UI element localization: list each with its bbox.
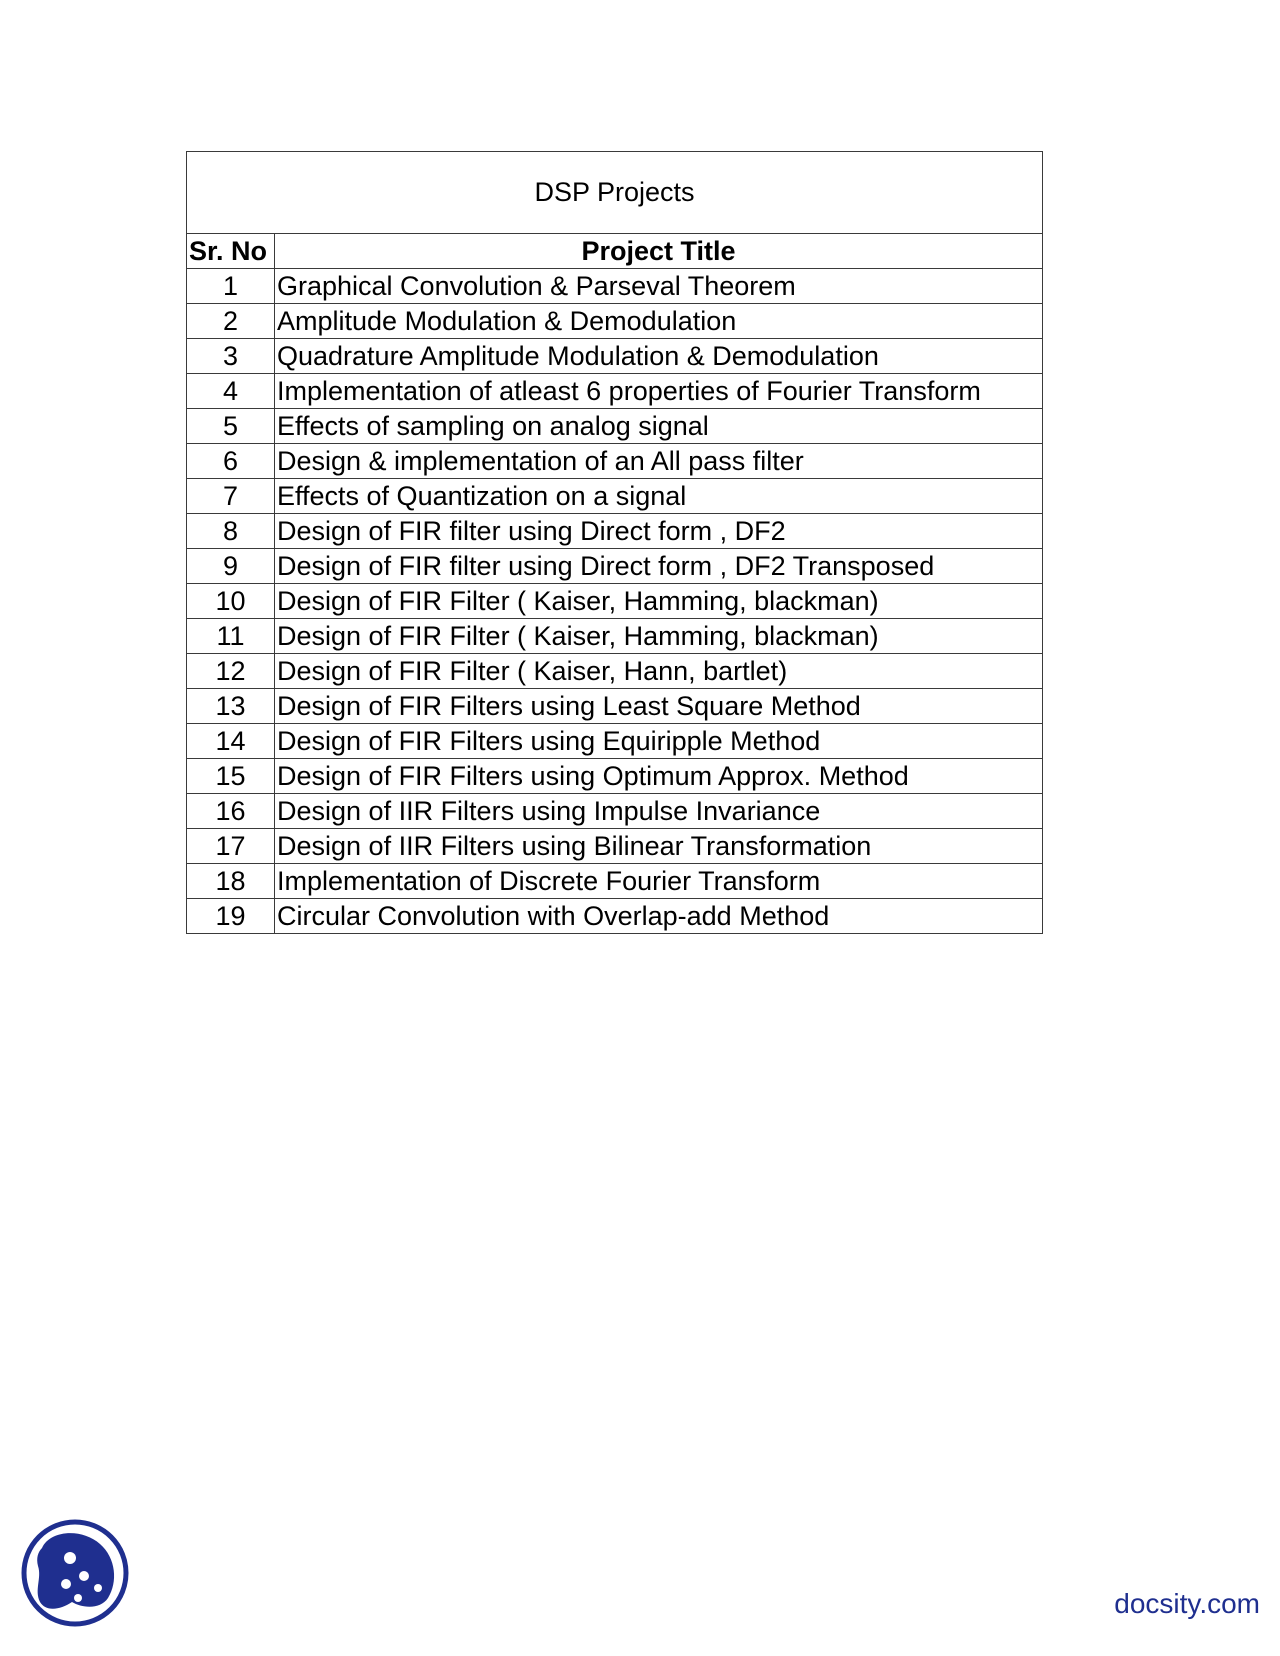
row-project-title: Design of FIR Filters using Equiripple Method [275,724,1043,759]
row-project-title: Design of FIR Filter ( Kaiser, Hamming, blackman) [275,584,1043,619]
row-project-title: Implementation of atleast 6 properties of Fourier Transform [275,374,1043,409]
docsity-brand-text[interactable]: docsity.com [1114,1588,1260,1619]
table-body [187,269,1043,934]
row-project-title: Design of FIR Filters using Optimum Approx. Method [275,759,1043,794]
row-project-title: Design of FIR Filters using Least Square Method [275,689,1043,724]
projects-table [186,151,1043,934]
table-row [187,899,1043,934]
row-number: 6 [187,444,275,479]
table-row [187,409,1043,444]
table-row [187,864,1043,899]
row-number: 17 [187,829,275,864]
row-number: 13 [187,689,275,724]
row-project-title: Design of FIR filter using Direct form , DF2 Transposed [275,549,1043,584]
row-project-title: Quadrature Amplitude Modulation & Demodulation [275,339,1043,374]
row-project-title: Graphical Convolution & Parseval Theorem [275,269,1043,304]
row-number: 1 [187,269,275,304]
row-number: 4 [187,374,275,409]
row-number: 11 [187,619,275,654]
row-project-title: Design & implementation of an All pass filter [275,444,1043,479]
header-project-title: Project Title [275,234,1043,269]
table-row [187,759,1043,794]
table-header-row [187,234,1043,269]
row-project-title: Design of IIR Filters using Bilinear Transformation [275,829,1043,864]
row-project-title: Implementation of Discrete Fourier Transform [275,864,1043,899]
table-row [187,549,1043,584]
row-number: 2 [187,304,275,339]
table-row [187,689,1043,724]
table-row [187,269,1043,304]
table-title-row [187,152,1043,234]
row-number: 15 [187,759,275,794]
row-project-title: Design of IIR Filters using Impulse Invariance [275,794,1043,829]
row-number: 3 [187,339,275,374]
table-row [187,654,1043,689]
row-number: 9 [187,549,275,584]
row-project-title: Circular Convolution with Overlap-add Method [275,899,1043,934]
row-number: 16 [187,794,275,829]
table-row [187,514,1043,549]
table-row [187,479,1043,514]
table-row [187,794,1043,829]
row-number: 12 [187,654,275,689]
table-row [187,584,1043,619]
table-row [187,374,1043,409]
row-project-title: Design of FIR filter using Direct form , DF2 [275,514,1043,549]
docsity-logo-icon [20,1518,130,1628]
row-number: 19 [187,899,275,934]
row-project-title: Effects of sampling on analog signal [275,409,1043,444]
row-number: 5 [187,409,275,444]
table-row [187,829,1043,864]
row-number: 18 [187,864,275,899]
row-project-title: Effects of Quantization on a signal [275,479,1043,514]
row-project-title: Design of FIR Filter ( Kaiser, Hann, bartlet) [275,654,1043,689]
table-row [187,444,1043,479]
header-sr-no: Sr. No [187,234,275,269]
row-project-title: Amplitude Modulation & Demodulation [275,304,1043,339]
row-number: 10 [187,584,275,619]
table-row [187,304,1043,339]
table-row [187,724,1043,759]
table-title: DSP Projects [187,152,1043,234]
row-number: 8 [187,514,275,549]
table-row [187,339,1043,374]
row-number: 7 [187,479,275,514]
table-row [187,619,1043,654]
row-number: 14 [187,724,275,759]
row-project-title: Design of FIR Filter ( Kaiser, Hamming, blackman) [275,619,1043,654]
